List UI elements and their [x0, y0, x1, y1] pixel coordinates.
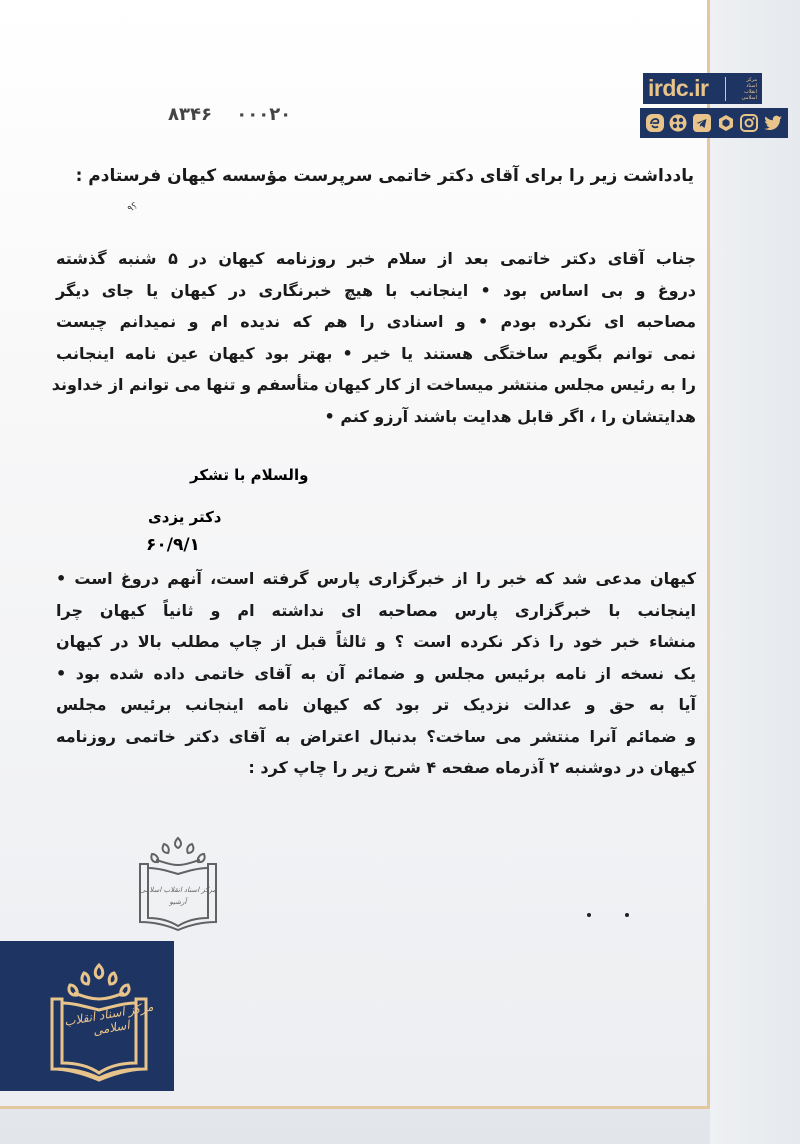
- commentary-line: کیهان در دوشنبه ۲ آذرماه صفحه ۴ شرح زیر را چاپ کرد :: [248, 758, 696, 777]
- commentary-line: آیا به حق و عدالت نزدیک تر بود که کیهان نامه اینجانب برئیس مجلس: [56, 695, 696, 714]
- letter-line: مصاحبه ای نکرده بودم • و اسنادی را هم که ندیده ام و نمیدانم چیست: [56, 312, 696, 331]
- irdc-domain-badge[interactable]: [643, 73, 762, 104]
- scan-speck: [587, 913, 591, 917]
- commentary-line: اینجانب با خبرگزاری پارس مصاحبه ای نداشته ام و ثانیاً کیهان چرا: [56, 600, 696, 620]
- letter-date: ۶۰/۹/۱: [146, 535, 200, 555]
- scan-speck: [625, 913, 629, 917]
- commentary-body: [56, 563, 696, 784]
- brand-mini-label: مرکز اسناد انقلاب اسلامی: [725, 77, 757, 101]
- commentary-line: منشاء خبر خود را ذکر نکرده است ؟ و ثالثاً قبل از چاپ مطلب بالا در کیهان: [56, 632, 696, 651]
- archive-stamp-icon: [128, 834, 228, 934]
- aparat-icon[interactable]: [668, 113, 688, 133]
- margin-handwritten-mark: ؟۹: [126, 201, 140, 215]
- brand-domain: irdc.ir: [648, 75, 709, 101]
- svg-text:آرشیو: آرشیو: [169, 898, 187, 906]
- letter-line: هدایتشان را ، اگر قابل هدایت باشند آرزو کنم •: [324, 406, 696, 426]
- social-links-bar: [640, 108, 788, 138]
- frame-line-right: [707, 0, 710, 1109]
- document-title: یادداشت زیر را برای آقای دکتر خاتمی سرپرست مؤسسه کیهان فرستادم :: [75, 166, 694, 186]
- letter-line: جناب آقای دکتر خاتمی بعد از سلام خبر روزنامه کیهان در ۵ شنبه گذشته: [56, 249, 697, 268]
- page-margin: [710, 0, 800, 1144]
- instagram-icon[interactable]: [739, 113, 759, 133]
- commentary-line: و ضمائم آنرا منتشر می ساخت؟ بدنبال اعتراض به آقای دکتر خاتمی روزنامه: [56, 726, 696, 746]
- frame-line-bottom: [0, 1106, 710, 1109]
- document-number: [168, 104, 309, 125]
- soroush-icon[interactable]: [716, 113, 736, 133]
- archive-stamp: [128, 834, 228, 934]
- letter-signer: دکتر یزدی: [148, 508, 222, 526]
- letter-closing: والسلام با تشکر: [190, 466, 309, 484]
- irdc-logo-badge[interactable]: [0, 941, 174, 1091]
- letter-line: دروغ و بی اساس بود • اینجانب با هیچ خبرنگاری در کیهان یا جای دیگر: [56, 280, 696, 300]
- eitaa-icon[interactable]: [645, 113, 665, 133]
- commentary-line: یک نسخه از نامه برئیس مجلس و ضمائم آن به آقای خاتمی داده شده بود •: [56, 663, 696, 683]
- letter-body: [51, 243, 697, 432]
- twitter-icon[interactable]: [763, 113, 783, 133]
- document-number-right: ۰۰۰۲۰: [236, 104, 292, 125]
- logo-text: مرکز اسناد انقلاب اسلامی: [63, 999, 155, 1038]
- document-number-left: ۸۳۴۶: [168, 104, 212, 125]
- irdc-branding: [643, 73, 791, 138]
- telegram-icon[interactable]: [692, 113, 712, 133]
- svg-text:مرکز اسناد انقلاب اسلامی: مرکز اسناد انقلاب اسلامی: [139, 886, 217, 894]
- commentary-line: کیهان مدعی شد که خبر را از خبرگزاری پارس گرفته است، آنهم دروغ است •: [56, 569, 696, 588]
- letter-line: را به رئیس مجلس منتشر میساخت از کار کیهان متأسفم و تنها می توانم از خداوند: [51, 375, 696, 394]
- letter-line: نمی توانم بگویم ساختگی هستند یا خیر • بهتر بود کیهان عین نامه اینجانب: [56, 343, 696, 363]
